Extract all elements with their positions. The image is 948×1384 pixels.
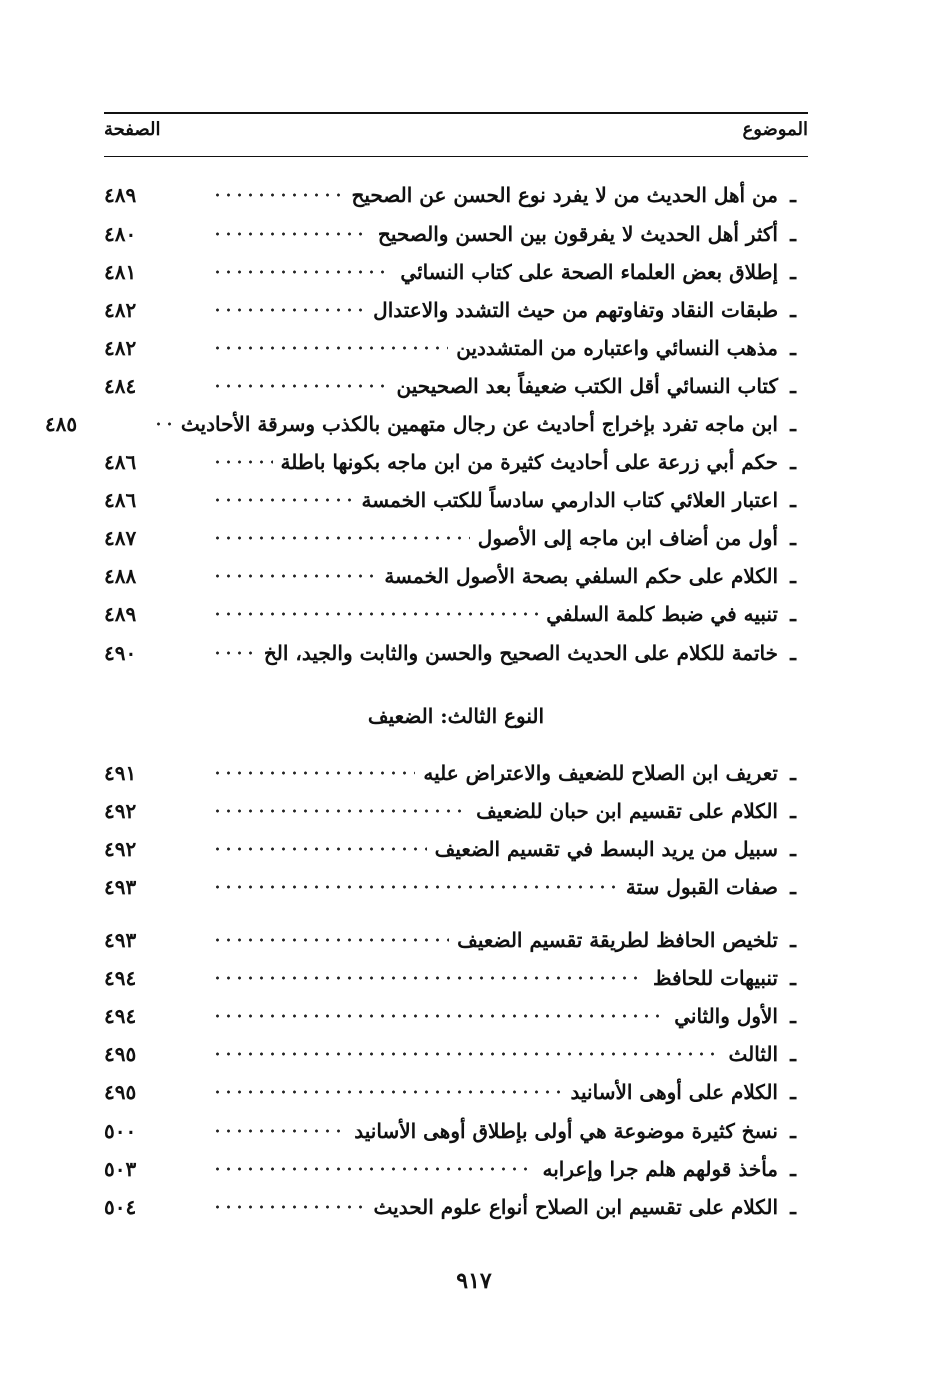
entry-dash: ـ	[790, 875, 796, 899]
entry-page-number: ٤٨٢	[104, 298, 137, 322]
entry-title: تلخيص الحافظ لطريقة تقسيم الضعيف	[457, 928, 778, 952]
toc-entry[interactable]	[104, 756, 808, 790]
dot-leader	[212, 1012, 666, 1020]
dot-leader	[212, 230, 370, 238]
dot-leader	[212, 807, 468, 815]
toc-entry[interactable]	[44, 407, 808, 441]
entry-title: الكلام على حكم السلفي بصحة الأصول الخمسة	[384, 564, 778, 588]
toc-entry[interactable]	[104, 255, 808, 289]
entry-title: كتاب النسائي أقل الكتب ضعيفاً بعد الصحيحين	[396, 374, 778, 398]
entry-page-number: ٤٨٦	[104, 488, 137, 512]
entry-page-number: ٤٨٦	[104, 450, 137, 474]
entry-page-number: ٥٠٤	[104, 1195, 137, 1219]
entry-dash: ـ	[790, 183, 796, 207]
topic-column-header: الموضوع	[742, 119, 808, 140]
entry-title: الكلام على تقسيم ابن الصلاح أنواع علوم الحديث	[373, 1195, 778, 1219]
entry-dash: ـ	[790, 641, 796, 665]
entry-dash: ـ	[790, 837, 796, 861]
entry-title: أكثر أهل الحديث لا يفرقون بين الحسن والصحيح	[377, 222, 778, 246]
toc-entry[interactable]	[104, 1037, 808, 1071]
table-of-contents	[44, 0, 808, 1384]
toc-entry[interactable]	[104, 832, 808, 866]
entry-page-number: ٤٨١	[104, 260, 137, 284]
entry-title: تنبيهات للحافظ	[652, 966, 778, 990]
entry-dash: ـ	[790, 260, 796, 284]
entry-dash: ـ	[790, 1195, 796, 1219]
toc-entry[interactable]	[104, 1152, 808, 1186]
entry-dash: ـ	[790, 412, 796, 436]
dot-leader	[212, 1050, 720, 1058]
entry-title: مذهب النسائي واعتباره من المتشددين	[456, 336, 778, 360]
entry-dash: ـ	[790, 336, 796, 360]
toc-entry[interactable]	[104, 1075, 808, 1109]
dot-leader	[212, 845, 427, 853]
toc-entry[interactable]	[104, 597, 808, 631]
toc-entry[interactable]	[104, 999, 808, 1033]
toc-entry[interactable]	[104, 961, 808, 995]
toc-entry[interactable]	[104, 794, 808, 828]
entry-page-number: ٤٨٧	[104, 526, 137, 550]
dot-leader	[212, 649, 256, 657]
dot-leader	[212, 769, 415, 777]
entry-page-number: ٤٩٣	[104, 875, 137, 899]
entry-page-number: ٤٨٤	[104, 374, 137, 398]
entry-page-number: ٤٩٤	[104, 966, 137, 990]
toc-entry[interactable]	[104, 521, 808, 555]
entry-page-number: ٤٨٩	[104, 602, 137, 626]
toc-entry[interactable]	[104, 331, 808, 365]
dot-leader	[212, 191, 343, 199]
entry-dash: ـ	[790, 799, 796, 823]
entry-dash: ـ	[790, 1042, 796, 1066]
section-heading: النوع الثالث: الضعيف	[367, 704, 545, 728]
entry-title: تنبيه في ضبط كلمة السلفي	[546, 602, 778, 626]
entry-title: إطلاق بعض العلماء الصحة على كتاب النسائي	[400, 260, 778, 284]
entry-dash: ـ	[790, 374, 796, 398]
entry-page-number: ٤٩٥	[104, 1042, 137, 1066]
dot-leader	[212, 610, 538, 618]
dot-leader	[212, 534, 470, 542]
dot-leader	[212, 572, 376, 580]
entry-dash: ـ	[790, 1080, 796, 1104]
dot-leader	[212, 496, 353, 504]
entry-dash: ـ	[790, 450, 796, 474]
entry-page-number: ٤٨٩	[104, 183, 137, 207]
entry-title: الكلام على تقسيم ابن حبان للضعيف	[476, 799, 778, 823]
dot-leader	[153, 420, 173, 428]
page-number: ٩١٧	[456, 1268, 492, 1294]
entry-title: الثالث	[728, 1042, 778, 1066]
entry-title: حكم أبي زرعة على أحاديث كثيرة من ابن ماجه بكونها باطلة	[280, 450, 778, 474]
entry-dash: ـ	[790, 564, 796, 588]
toc-entry[interactable]	[104, 1114, 808, 1148]
entry-dash: ـ	[790, 761, 796, 785]
entry-title: سبيل من يريد البسط في تقسيم الضعيف	[434, 837, 778, 861]
entry-title: صفات القبول ستة	[625, 875, 778, 899]
dot-leader	[212, 883, 618, 891]
dot-leader	[212, 306, 365, 314]
dot-leader	[212, 1127, 346, 1135]
entry-dash: ـ	[790, 526, 796, 550]
dot-leader	[212, 1203, 365, 1211]
dot-leader	[212, 1088, 563, 1096]
entry-title: تعريف ابن الصلاح للضعيف والاعتراض عليه	[423, 761, 778, 785]
entry-page-number: ٤٩٢	[104, 799, 137, 823]
toc-entry[interactable]	[104, 293, 808, 327]
toc-entry[interactable]	[104, 559, 808, 593]
toc-entry[interactable]	[104, 870, 808, 904]
entry-title: اعتبار العلائي كتاب الدارمي سادساً للكتب الخمسة	[361, 488, 778, 512]
dot-leader	[212, 344, 448, 352]
entry-title: من أهل الحديث من لا يفرد نوع الحسن عن الصحيح	[351, 183, 778, 207]
entry-title: نسخ كثيرة موضوعة هي أولى بإطلاق أوهى الأسانيد	[354, 1119, 778, 1143]
entry-title: خاتمة للكلام على الحديث الصحيح والحسن والثابت والجيد، الخ	[263, 641, 778, 665]
entry-dash: ـ	[790, 1119, 796, 1143]
entry-title: مأخذ قولهم هلم جرا وإعرابه	[542, 1157, 778, 1181]
entry-page-number: ٥٠٠	[104, 1119, 137, 1143]
entry-title: الأول والثاني	[674, 1004, 778, 1028]
entry-page-number: ٤٨٠	[104, 222, 137, 246]
entry-dash: ـ	[790, 1157, 796, 1181]
dot-leader	[212, 1165, 535, 1173]
entry-page-number: ٤٩١	[104, 761, 137, 785]
toc-entry[interactable]	[104, 636, 808, 670]
entry-page-number: ٤٨٨	[104, 564, 137, 588]
dot-leader	[212, 936, 449, 944]
entry-title: ابن ماجه تفرد بإخراج أحاديث عن رجال متهمين بالكذب وسرقة الأحاديث	[180, 412, 778, 436]
entry-page-number: ٤٨٢	[104, 336, 137, 360]
entry-title: الكلام على أوهى الأسانيد	[570, 1080, 778, 1104]
toc-entry[interactable]	[104, 217, 808, 251]
toc-entry[interactable]	[104, 178, 808, 212]
entry-dash: ـ	[790, 1004, 796, 1028]
entry-page-number: ٤٩٣	[104, 928, 137, 952]
entry-page-number: ٤٩٥	[104, 1080, 137, 1104]
toc-entry[interactable]	[104, 1190, 808, 1224]
toc-entry[interactable]	[104, 923, 808, 957]
dot-leader	[212, 268, 392, 276]
entry-page-number: ٤٩٤	[104, 1004, 137, 1028]
entry-dash: ـ	[790, 602, 796, 626]
entry-title: طبقات النقاد وتفاوتهم من حيث التشدد والاعتدال	[373, 298, 778, 322]
entry-dash: ـ	[790, 222, 796, 246]
entry-page-number: ٤٩٢	[104, 837, 137, 861]
toc-entry[interactable]	[104, 483, 808, 517]
toc-entry[interactable]	[104, 369, 808, 403]
entry-page-number: ٤٩٠	[104, 641, 137, 665]
entry-dash: ـ	[790, 298, 796, 322]
dot-leader	[212, 974, 645, 982]
dot-leader	[212, 458, 273, 466]
entry-page-number: ٤٨٥	[44, 412, 78, 436]
entry-title: أول من أضاف ابن ماجه إلى الأصول	[477, 526, 778, 550]
page-column-header: الصفحة	[104, 119, 161, 140]
entry-dash: ـ	[790, 966, 796, 990]
toc-entry[interactable]	[104, 445, 808, 479]
entry-page-number: ٥٠٣	[104, 1157, 137, 1181]
entry-dash: ـ	[790, 488, 796, 512]
dot-leader	[212, 382, 389, 390]
entry-dash: ـ	[790, 928, 796, 952]
